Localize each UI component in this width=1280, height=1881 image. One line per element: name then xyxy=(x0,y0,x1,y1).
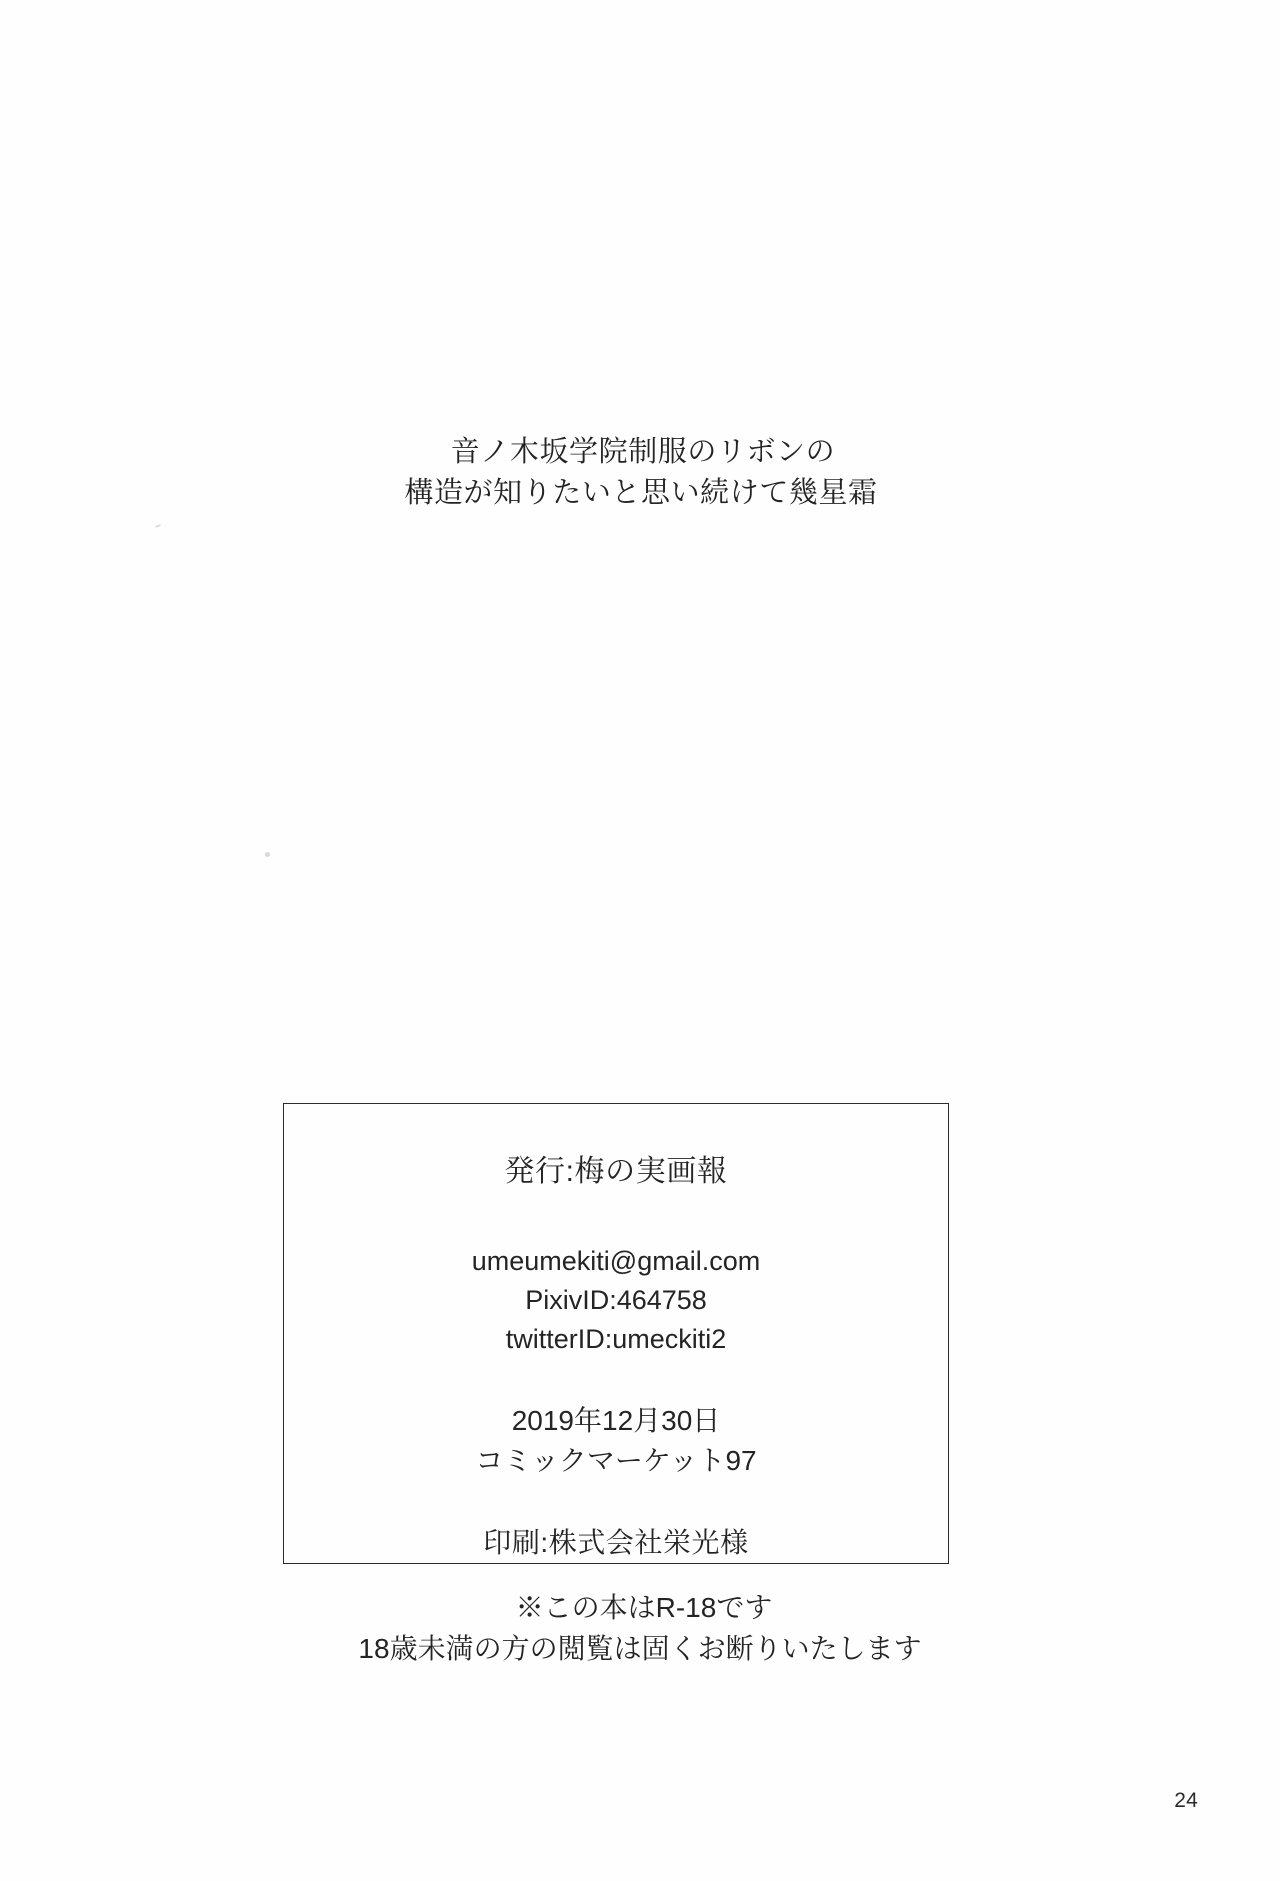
scan-speck-icon xyxy=(155,524,161,528)
scan-speck-icon xyxy=(265,852,270,857)
title-line-1: 音ノ木坂学院制服のリボンの xyxy=(450,436,836,468)
publisher-label: 発行:梅の実画報 xyxy=(504,1155,728,1188)
contact-block xyxy=(284,1242,948,1359)
notice-line-1: ※この本はR-18です xyxy=(515,1592,773,1623)
colophon-content xyxy=(284,1146,948,1561)
notice-line-2: 18歳未満の方の閲覧は固くお断りいたします xyxy=(358,1632,922,1664)
event-block xyxy=(284,1401,948,1481)
title-line-2: 構造が知りたいと思い続けて幾星霜 xyxy=(404,477,878,510)
page-title xyxy=(0,432,1280,514)
page-number: 24 xyxy=(1174,1789,1198,1812)
email-text: umeumekiti@gmail.com xyxy=(471,1246,761,1276)
age-restriction-notice xyxy=(0,1588,1280,1669)
colophon-box xyxy=(283,1103,949,1564)
printer-label: 印刷:株式会社栄光様 xyxy=(483,1526,749,1558)
twitter-id-text: twitterID:umeckiti2 xyxy=(505,1324,727,1355)
pixiv-id-text: PixivID:464758 xyxy=(525,1285,707,1316)
event-date: 2019年12月30日 xyxy=(511,1405,721,1437)
event-name: コミックマーケット97 xyxy=(475,1445,757,1477)
